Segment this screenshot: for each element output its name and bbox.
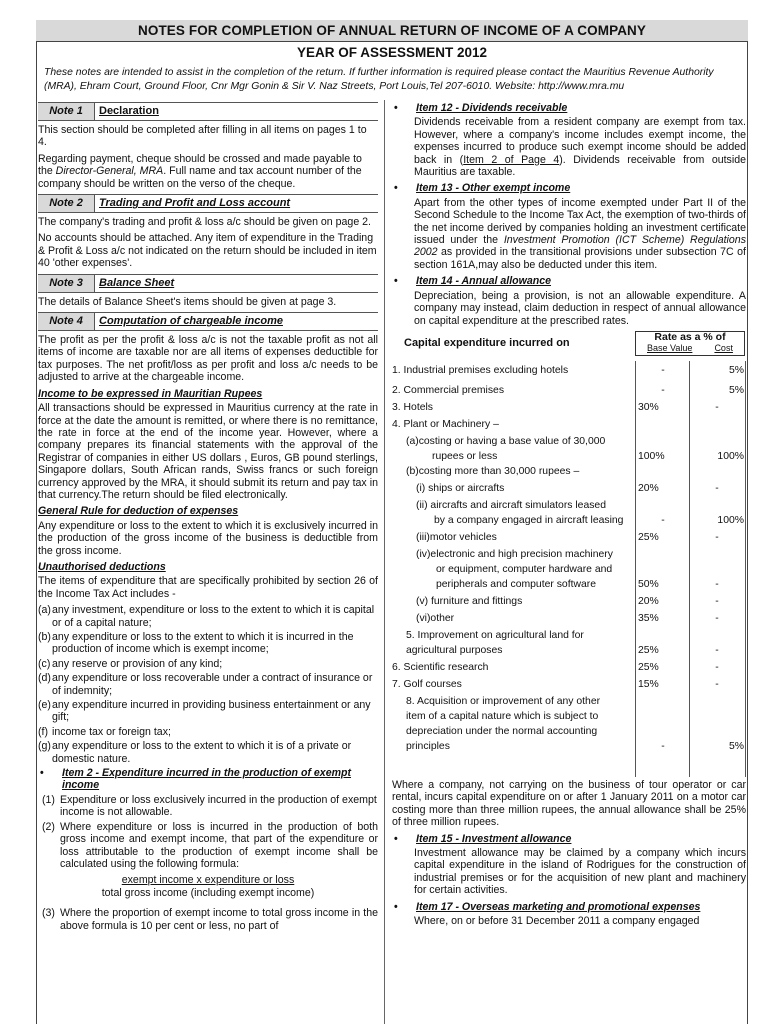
row-description: 3. Hotels xyxy=(392,401,434,413)
formula xyxy=(38,874,378,899)
paragraph: Depreciation, being a provision, is not an allowable expenditure. A company may instead, claim deduction in respect of annual allowance on capital expenditure at the prescribed rates. xyxy=(414,289,746,327)
bullet-icon: • xyxy=(394,832,398,845)
row-description: 2. Commercial premises xyxy=(392,384,505,396)
row-cost: - xyxy=(715,644,719,656)
bullet-title: Item 14 - Annual allowance xyxy=(416,275,552,288)
note-title: Balance Sheet xyxy=(99,276,175,289)
num-text: Where expenditure or loss is incurred in the production of both gross income and exempt income, that part of the expenditure or loss attributable to the production of exempt income shall be calculated using the following formula: xyxy=(60,820,378,870)
paragraph: Any expenditure or loss to the extent to which it is exclusively incurred in the production of the gross income of the business is deductible from the gross income. xyxy=(38,519,378,557)
paragraph: Investment allowance may be claimed by a company which incurs capital expenditure in the island of Rodrigues for the construction of industrial premises or for the acquisition of new plant and machinery for certain activities. xyxy=(414,846,746,897)
row-base-value: 25% xyxy=(638,644,659,656)
paragraph xyxy=(392,116,746,178)
section-heading: Unauthorised deductions xyxy=(38,560,166,573)
bullet-title: Item 12 - Dividends receivable xyxy=(416,102,568,114)
row-cost: 100% xyxy=(717,450,744,462)
row-description: 6. Scientific research xyxy=(392,661,489,673)
row-description: 7. Golf courses xyxy=(392,678,462,690)
bullet-title: Item 2 - Expenditure incurred in the production of exempt income xyxy=(62,767,352,792)
numbered-item xyxy=(42,794,378,819)
list-label: (g) xyxy=(38,740,51,753)
text-run: Regarding payment, cheque should be crossed and made payable to the xyxy=(38,152,362,178)
list-label: (f) xyxy=(38,725,48,738)
row-cost: - xyxy=(715,401,719,413)
row-description: (vi)other xyxy=(416,612,455,624)
row-cost: 5% xyxy=(728,364,744,376)
bullet-icon: • xyxy=(394,182,398,195)
row-description: item of a capital nature which is subject to xyxy=(406,710,599,722)
capital-expenditure-table xyxy=(392,331,746,777)
text-run: Apart from the other types of income exempted under Part II of the Second Schedule to the Income Tax Act, the exemption of two-thirds of the net income derived by companies holding an investment certificate issued under the xyxy=(414,196,746,247)
note-title: Declaration xyxy=(99,105,159,118)
list-label: (c) xyxy=(38,657,51,670)
paragraph: The company's trading and profit & loss a/c should be given on page 2. xyxy=(38,216,371,229)
row-cost: - xyxy=(715,482,719,494)
left-column xyxy=(38,102,378,934)
paragraph: The profit as per the profit & loss a/c is not the taxable profit as not all items of income are taxable nor are all items of expenses deductible for tax purposes. The net profit/loss as per profit and loss a/c needs to be adjusted to arrive at the chargeable income. xyxy=(38,334,378,384)
list-text: any expenditure incurred in providing business entertainment or any gift; xyxy=(52,699,371,724)
text-run: Dividends receivable from a resident company are exempt from tax. However, where a company's income includes exempt income, the expenses incurred to produce such exempt income should be added back in ( xyxy=(414,116,746,166)
bullet-title: Item 15 - Investment allowance xyxy=(416,832,572,845)
row-base-value: - xyxy=(661,740,665,752)
list-text: income tax or foreign tax; xyxy=(52,725,171,738)
paragraph xyxy=(392,197,746,271)
note-3-header xyxy=(38,274,378,293)
note-1-header xyxy=(38,102,378,121)
row-description: principles xyxy=(406,740,450,752)
row-description: 1. Industrial premises excluding hotels xyxy=(392,364,569,376)
row-description: rupees or less xyxy=(432,450,498,462)
rate-title: Rate as a % of xyxy=(654,330,726,343)
row-base-value: 25% xyxy=(638,661,659,673)
text-run: ). Dividends receivable from outside Mauritius are taxable. xyxy=(414,153,746,179)
paragraph: Where, on or before 31 December 2011 a company engaged xyxy=(414,914,700,927)
list-item xyxy=(38,604,378,629)
list-text: any investment, expenditure or loss to the extent to which it is capital or of a capital nature; xyxy=(52,604,375,629)
text-run: as provided in the transitional provisions under subsection 7C of section 161A,may also be deducted under this item. xyxy=(414,246,746,271)
list-item xyxy=(38,699,378,724)
bullet-icon: • xyxy=(394,900,398,913)
list-text: any expenditure or loss recoverable under a contract of insurance or of indemnity; xyxy=(52,672,373,697)
bullet-heading xyxy=(392,275,746,287)
row-cost: 5% xyxy=(728,740,744,752)
num-text: Where the proportion of exempt income to total gross income in the above formula is 10 per cent or less, no part of xyxy=(60,907,378,932)
row-base-value: - xyxy=(661,514,665,526)
bullet-heading xyxy=(392,102,746,114)
row-cost: - xyxy=(715,661,719,673)
row-cost: - xyxy=(715,612,719,624)
row-base-value: 20% xyxy=(638,482,659,494)
note-4-header xyxy=(38,312,378,331)
note-label: Note 4 xyxy=(38,313,95,330)
table-title: Capital expenditure incurred on xyxy=(404,336,570,349)
list-label: (b) xyxy=(38,631,51,643)
bullet-icon: • xyxy=(40,767,44,780)
paragraph: Where a company, not carrying on the business of tour operator or car rental, incurs capital expenditure on or after 1 January 2011 on a motor car costing more than three million rupees, the annual allowance shall be 25% of three million rupees. xyxy=(392,778,746,829)
note-label: Note 2 xyxy=(38,195,95,212)
row-base-value: 30% xyxy=(638,401,659,413)
row-description: (ii) aircrafts and aircraft simulators leased xyxy=(416,499,606,511)
right-column xyxy=(392,100,746,931)
formula-numerator: exempt income x expenditure or loss xyxy=(121,874,295,887)
paragraph: The items of expenditure that are specifically prohibited by section 26 of the Income Tax Act includes - xyxy=(38,575,378,600)
row-description: agricultural purposes xyxy=(406,644,503,656)
paragraph: The details of Balance Sheet's items should be given at page 3. xyxy=(38,295,337,308)
paragraph: No accounts should be attached. Any item of expenditure in the Trading & Profit & Loss a/c not indicated on the return should be included in item 40 'other expenses'. xyxy=(38,232,377,270)
intro-text: These notes are intended to assist in the completion of the return. If further information is required please contact the Mauritius Revenue Authority (MRA), Ehram Court, Ground Floor, Cnr Mgr Gonin & Sir V. Naz Streets, Port Louis,Tel 207-6010. Website: http://www.mra.mu xyxy=(44,67,714,92)
bullet-heading xyxy=(392,901,746,913)
row-description: 4. Plant or Machinery – xyxy=(392,418,499,430)
num-label: (2) xyxy=(42,820,55,833)
bullet-title: Item 13 - Other exempt income xyxy=(416,182,571,195)
row-base-value: - xyxy=(661,384,665,396)
row-description: 8. Acquisition or improvement of any other xyxy=(406,695,601,707)
row-description: (b)costing more than 30,000 rupees – xyxy=(406,465,580,477)
bullet-heading xyxy=(392,833,746,845)
col-base-value: Base Value xyxy=(647,342,693,353)
text-run: Item 2 of Page 4 xyxy=(463,153,560,166)
list-text: any reserve or provision of any kind; xyxy=(52,657,223,670)
note-title: Trading and Profit and Loss account xyxy=(99,197,291,210)
formula-denominator: total gross income (including exempt income) xyxy=(101,886,315,899)
list-item xyxy=(38,740,378,765)
bullet-heading xyxy=(392,182,746,194)
note-title: Computation of chargeable income xyxy=(99,315,283,328)
row-description: (iv)electronic and high precision machinery xyxy=(416,548,613,560)
paragraph: This section should be completed after filling in all items on pages 1 to 4. xyxy=(38,124,367,149)
row-description: or equipment, computer hardware and xyxy=(436,563,613,575)
paragraph: All transactions should be expressed in Mauritius currency at the rate in force at the date the amount is remitted, or where there is no remittance, the rate in force at the end of the income year. However, where a company prepares its financial statements with the approval of the Registrar of companies in either US dollars , Euros, GB pound sterlings, Singapore dollars, South African rands, Swiss francs or such foreign currency approved by the MRA, it should submit its return and pay tax in that currency.The return should be filed electronically. xyxy=(38,402,378,501)
row-base-value: 35% xyxy=(638,612,659,624)
section-heading: Income to be expressed in Mauritian Rupees xyxy=(38,387,263,400)
table-rule xyxy=(689,361,690,777)
list-item xyxy=(38,631,378,656)
row-cost: 100% xyxy=(717,514,744,526)
row-description: (v) furniture and fittings xyxy=(416,595,523,607)
note-label: Note 3 xyxy=(38,275,95,292)
bullet-heading xyxy=(38,767,378,792)
row-cost: - xyxy=(715,595,719,607)
list-label: (e) xyxy=(38,699,51,712)
numbered-item xyxy=(42,907,378,932)
text-run: Investment Promotion (ICT Scheme) Regulations 2002 xyxy=(414,234,746,259)
document-title: NOTES FOR COMPLETION OF ANNUAL RETURN OF INCOME OF A COMPANY xyxy=(36,20,748,42)
num-label: (1) xyxy=(42,793,55,806)
row-description: 5. Improvement on agricultural land for xyxy=(406,629,584,641)
list-item xyxy=(38,672,378,697)
year-of-assessment: YEAR OF ASSESSMENT 2012 xyxy=(296,45,488,60)
row-base-value: 15% xyxy=(638,678,659,690)
list-item xyxy=(38,726,378,738)
list-label: (a) xyxy=(38,604,51,617)
bullet-icon: • xyxy=(394,102,398,114)
row-cost: - xyxy=(715,578,719,590)
rate-subheaders xyxy=(636,343,744,353)
num-text: Expenditure or loss exclusively incurred in the production of exempt income is not allowable. xyxy=(60,793,377,819)
row-base-value: 100% xyxy=(638,450,665,462)
column-divider xyxy=(384,100,385,1024)
row-cost: 5% xyxy=(728,384,744,396)
num-label: (3) xyxy=(42,907,55,920)
row-cost: - xyxy=(715,678,719,690)
note-2-header xyxy=(38,194,378,213)
text-run: . Full name and tax account number of the company should be written on the verso of the cheque. xyxy=(38,165,362,190)
table-rule xyxy=(745,361,746,777)
list-text: any expenditure or loss to the extent to which it is of a private or domestic nature. xyxy=(52,740,352,765)
row-description: peripherals and computer software xyxy=(436,578,596,590)
list-label: (d) xyxy=(38,672,51,685)
text-run: Director-General, MRA xyxy=(55,165,164,178)
row-base-value: 25% xyxy=(638,531,659,543)
row-base-value: 20% xyxy=(638,595,659,607)
row-description: (i) ships or aircrafts xyxy=(416,482,505,494)
row-description: by a company engaged in aircraft leasing xyxy=(434,514,624,526)
note-label: Note 1 xyxy=(38,103,95,120)
row-description: (iii)motor vehicles xyxy=(416,531,497,543)
row-cost: - xyxy=(715,531,719,543)
row-description: depreciation under the normal accounting xyxy=(406,725,598,737)
list-text: any expenditure or loss to the extent to which it is incurred in the production of income which is exempt income; xyxy=(52,631,354,656)
bullet-title: Item 17 - Overseas marketing and promotional expenses xyxy=(416,900,701,913)
row-base-value: - xyxy=(661,364,665,376)
paragraph xyxy=(38,153,378,190)
rate-header xyxy=(635,331,745,356)
row-description: (a)costing or having a base value of 30,000 xyxy=(406,435,606,447)
col-cost: Cost xyxy=(714,342,733,353)
bullet-icon: • xyxy=(394,275,398,288)
row-base-value: 50% xyxy=(638,578,659,590)
list-item xyxy=(38,658,378,670)
section-heading: General Rule for deduction of expenses xyxy=(38,505,239,518)
numbered-item xyxy=(42,821,378,871)
